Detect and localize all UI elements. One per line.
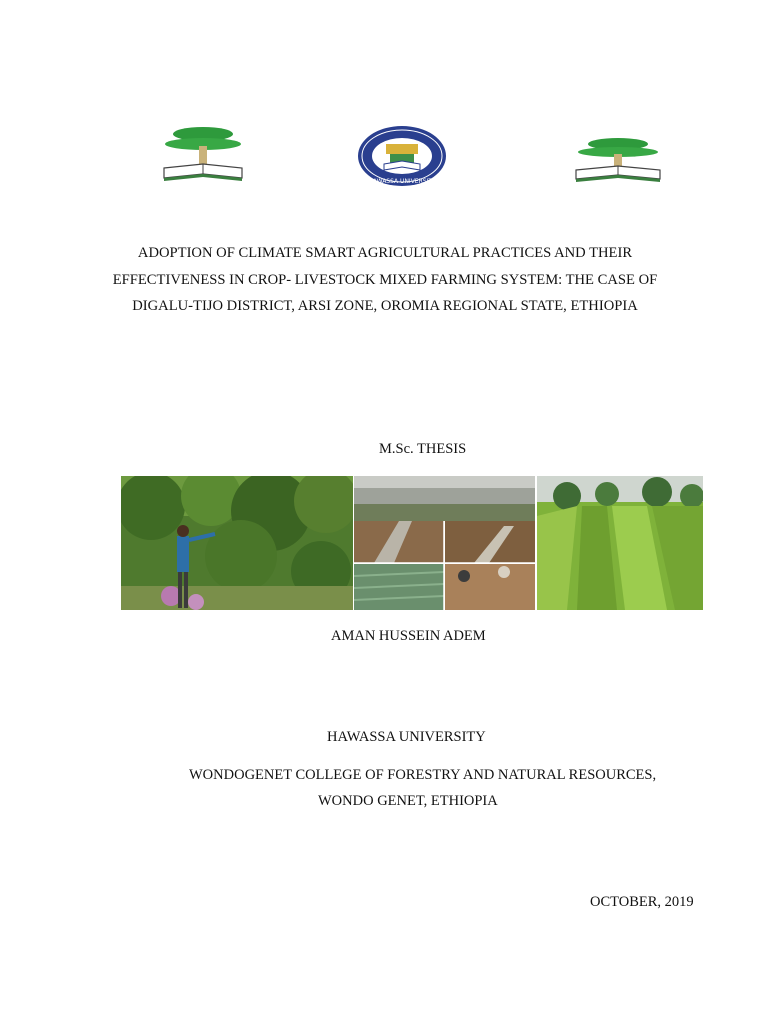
- seal-text: HAWASSA UNIVERSITY: [368, 178, 436, 185]
- degree-label: M.Sc. THESIS: [379, 441, 467, 457]
- author-name: AMAN HUSSEIN ADEM: [331, 628, 486, 644]
- college-logo-left: [160, 124, 246, 184]
- title-line-3: DIGALU-TIJO DISTRICT, ARSI ZONE, OROMIA REGIONAL STATE, ETHIOPIA: [132, 298, 638, 314]
- title-line-1: ADOPTION OF CLIMATE SMART AGRICULTURAL PRACTICES AND THEIR: [137, 245, 633, 261]
- thesis-title: [0, 240, 770, 320]
- title-line-2: EFFECTIVENESS IN CROP- LIVESTOCK MIXED FARMING SYSTEM: THE CASE OF: [112, 271, 658, 288]
- photo-irrigation-collage: [354, 476, 535, 610]
- tree-and-book-emblem-icon: [572, 136, 664, 184]
- university-name: HAWASSA UNIVERSITY: [327, 729, 486, 745]
- submission-date: OCTOBER, 2019: [590, 894, 694, 910]
- university-seal: [356, 124, 448, 188]
- tree-and-book-emblem-icon: [160, 124, 246, 184]
- college-location: WONDO GENET, ETHIOPIA: [318, 793, 498, 809]
- college-logo-right: [572, 136, 664, 184]
- university-seal-icon: [356, 124, 448, 188]
- college-name: WONDOGENET COLLEGE OF FORESTRY AND NATURAL RESOURCES,: [189, 767, 657, 783]
- photo-seedlings: [537, 476, 703, 610]
- photo-agroforestry: [121, 476, 353, 610]
